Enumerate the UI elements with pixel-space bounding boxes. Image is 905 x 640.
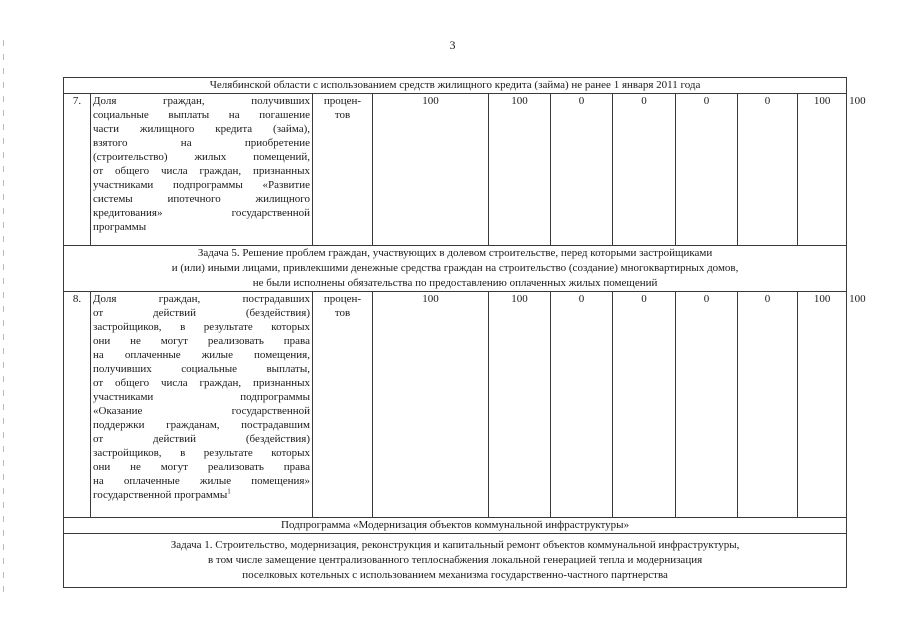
value-cell: 0 [613,292,676,518]
section-header-row: Челябинской области с использованием средств жилищного кредита (займа) не ранее 1 января 2011 года [64,78,847,94]
value-cell: 0 [613,94,676,246]
table-row: 8. Доля граждан, пострадавших от действий (бездействия) застройщиков, в результате которых они не могут реализовать права на оплаченные жилые помещения, получивших социальные выплаты, от общего числа граждан, признанных участниками подпрограммы «Оказание государственной поддержки гражданам, пострадавшим от действий (бездействия) застройщиков, в результате которых они не могут реализовать права на оплаченные жилые помещения» государственной программы$^1$ процен- тов 100 100 0 0 0 0 100 100 [64,292,847,518]
indicators-table [63,77,866,588]
value-cell: 100 [373,292,489,518]
row-number: 7. [64,94,91,246]
value-cell: 0 [551,292,613,518]
value-cell: 0 [676,292,738,518]
table-row [64,518,847,534]
unit-cell: процен- тов [313,292,373,518]
value-cell: 100 [489,94,551,246]
table-row: 7. Доля граждан, получивших социальные выплаты на погашение части жилищного кредита (займа), взятого на приобретение (строительство) жилых помещений, от общего числа граждан, признанных участниками подпрограммы «Развитие системы ипотечного жилищного кредитования» государственной программы процен- тов 100 100 0 0 0 0 100 100 [64,94,847,246]
value-cell: 0 [738,292,798,518]
footnote-marker: 1 [227,487,231,496]
value-cell: 0 [551,94,613,246]
row-number: 8. [64,292,91,518]
value-cell: 100 [798,292,847,518]
scan-edge-mark [3,40,4,600]
table-row [64,534,847,588]
indicator-description: Доля граждан, получивших социальные выплаты на погашение части жилищного кредита (займа), взятого на приобретение (строительство) жилых помещений, от общего числа граждан, признанных участниками подпрограммы «Развитие системы ипотечного жилищного кредитования» государственной программы [91,94,313,246]
value-cell: 100 [798,94,847,246]
value-cell: 100 [489,292,551,518]
task-1-heading: Задача 1. Строительство, модернизация, реконструкция и капитальный ремонт объектов коммунальной инфраструктуры, в том числе замещение централизованного теплоснабжения локальной генерацией тепла и модернизация поселковых котельных с использованием механизма государственно-частного партнерства [64,534,847,588]
task-5-heading: Задача 5. Решение проблем граждан, участвующих в долевом строительстве, перед которыми застройщиками и (или) иными лицами, привлекшими денежные средства граждан на строительство (создание) многоквартирных домов, не были исполнены обязательства по предоставлению оплаченных жилых помещений [64,246,847,292]
subprogram-heading: Подпрограмма «Модернизация объектов коммунальной инфраструктуры» [64,518,847,534]
value-cell: 100 [373,94,489,246]
value-cell: 0 [676,94,738,246]
page-number: 3 [449,38,456,52]
table-row [64,246,847,292]
indicator-description: Доля граждан, пострадавших от действий (бездействия) застройщиков, в результате которых они не могут реализовать права на оплаченные жилые помещения, получивших социальные выплаты, от общего числа граждан, признанных участниками подпрограммы «Оказание государственной поддержки гражданам, пострадавшим от действий (бездействия) застройщиков, в результате которых они не могут реализовать права на оплаченные жилые помещения» государственной программы$^1$ [91,292,313,518]
table-row [64,78,847,94]
unit-cell: процен- тов [313,94,373,246]
value-cell: 0 [738,94,798,246]
